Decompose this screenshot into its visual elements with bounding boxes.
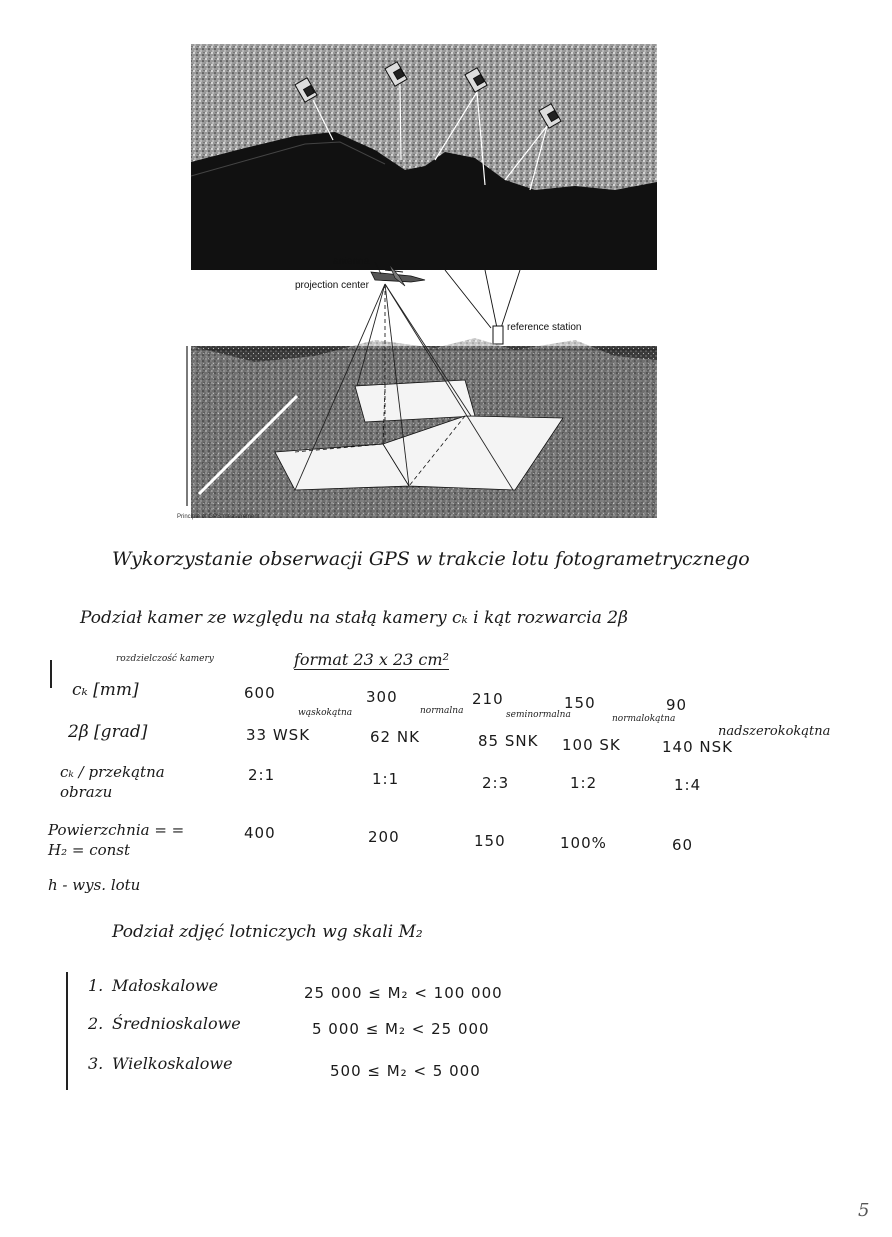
cell-area-2: 200 <box>368 828 400 846</box>
type-note-2: normalna <box>420 706 464 716</box>
cell-ratio-1: 2:1 <box>248 766 276 784</box>
figure-caption: Principle of GPS measurement <box>177 514 260 520</box>
scale-item-range: 5 000 ≤ M₂ < 25 000 <box>312 1020 490 1038</box>
cell-ratio-5: 1:4 <box>674 776 702 794</box>
cell-area-3: 150 <box>474 832 506 850</box>
type-note-1: wąskokątna <box>298 708 353 718</box>
cell-area-5: 60 <box>672 836 694 854</box>
photo-scale-heading: Podział zdjęć lotniczych wg skali M₂ <box>112 922 423 942</box>
cell-angle-1: 33 WSK <box>246 726 311 744</box>
flight-height-note: h - wys. lotu <box>48 876 141 894</box>
cell-ck-4: 150 <box>564 694 596 712</box>
scale-item-number: 3. <box>88 1054 104 1073</box>
projection-center-label: projection center <box>295 280 369 291</box>
scale-list-bracket <box>66 972 68 1090</box>
cell-ratio-3: 2:3 <box>482 774 510 792</box>
row-label-angle: 2β [grad] <box>68 722 148 742</box>
page-number: 5 <box>858 1200 870 1221</box>
format-side-note: rozdzielczość kamery <box>116 654 214 664</box>
gps-diagram-illustration <box>175 40 665 530</box>
scale-item-range: 500 ≤ M₂ < 5 000 <box>330 1062 481 1080</box>
scale-item-name: Wielkoskalowe <box>112 1054 233 1073</box>
row-label-ratio: cₖ / przekątna obrazu <box>60 763 165 801</box>
cell-ratio-2: 1:1 <box>372 770 400 788</box>
scale-item-number: 1. <box>88 976 104 995</box>
scale-item-name: Średnioskalowe <box>112 1014 241 1033</box>
row-label-ck: cₖ [mm] <box>72 680 139 700</box>
cell-angle-4: 100 SK <box>562 736 621 754</box>
type-note-4: normalokątna <box>612 714 676 724</box>
cell-area-4: 100% <box>560 834 607 852</box>
cell-ck-3: 210 <box>472 690 504 708</box>
gps-figure <box>175 40 665 530</box>
row-label-area: Powierzchnia = = H₂ = const <box>48 821 185 859</box>
reference-station-icon <box>493 326 503 344</box>
scale-item-name: Małoskalowe <box>112 976 219 995</box>
page-title: Wykorzystanie obserwacji GPS w trakcie lotu fotogrametrycznego <box>112 548 750 570</box>
format-note: format 23 x 23 cm² <box>294 650 449 669</box>
cell-area-1: 400 <box>244 824 276 842</box>
scale-item-range: 25 000 ≤ M₂ < 100 000 <box>304 984 503 1002</box>
cell-angle-2: 62 NK <box>370 728 420 746</box>
type-note-5: nadszerokokątna <box>718 724 831 739</box>
type-note-3: seminormalna <box>506 710 571 720</box>
cell-angle-3: 85 SNK <box>478 732 539 750</box>
cell-ck-5: 90 <box>666 696 688 714</box>
cell-ratio-4: 1:2 <box>570 774 598 792</box>
cell-ck-1: 600 <box>244 684 276 702</box>
camera-classification-heading: Podział kamer ze względu na stałą kamery cₖ i kąt rozwarcia 2β <box>80 608 628 628</box>
cell-angle-5: 140 NSK <box>662 738 733 756</box>
antenna-label: antenna <box>333 256 370 267</box>
cell-ck-2: 300 <box>366 688 398 706</box>
table-bracket <box>50 660 52 688</box>
reference-station-label: reference station <box>507 322 582 333</box>
scale-item-number: 2. <box>88 1014 104 1033</box>
